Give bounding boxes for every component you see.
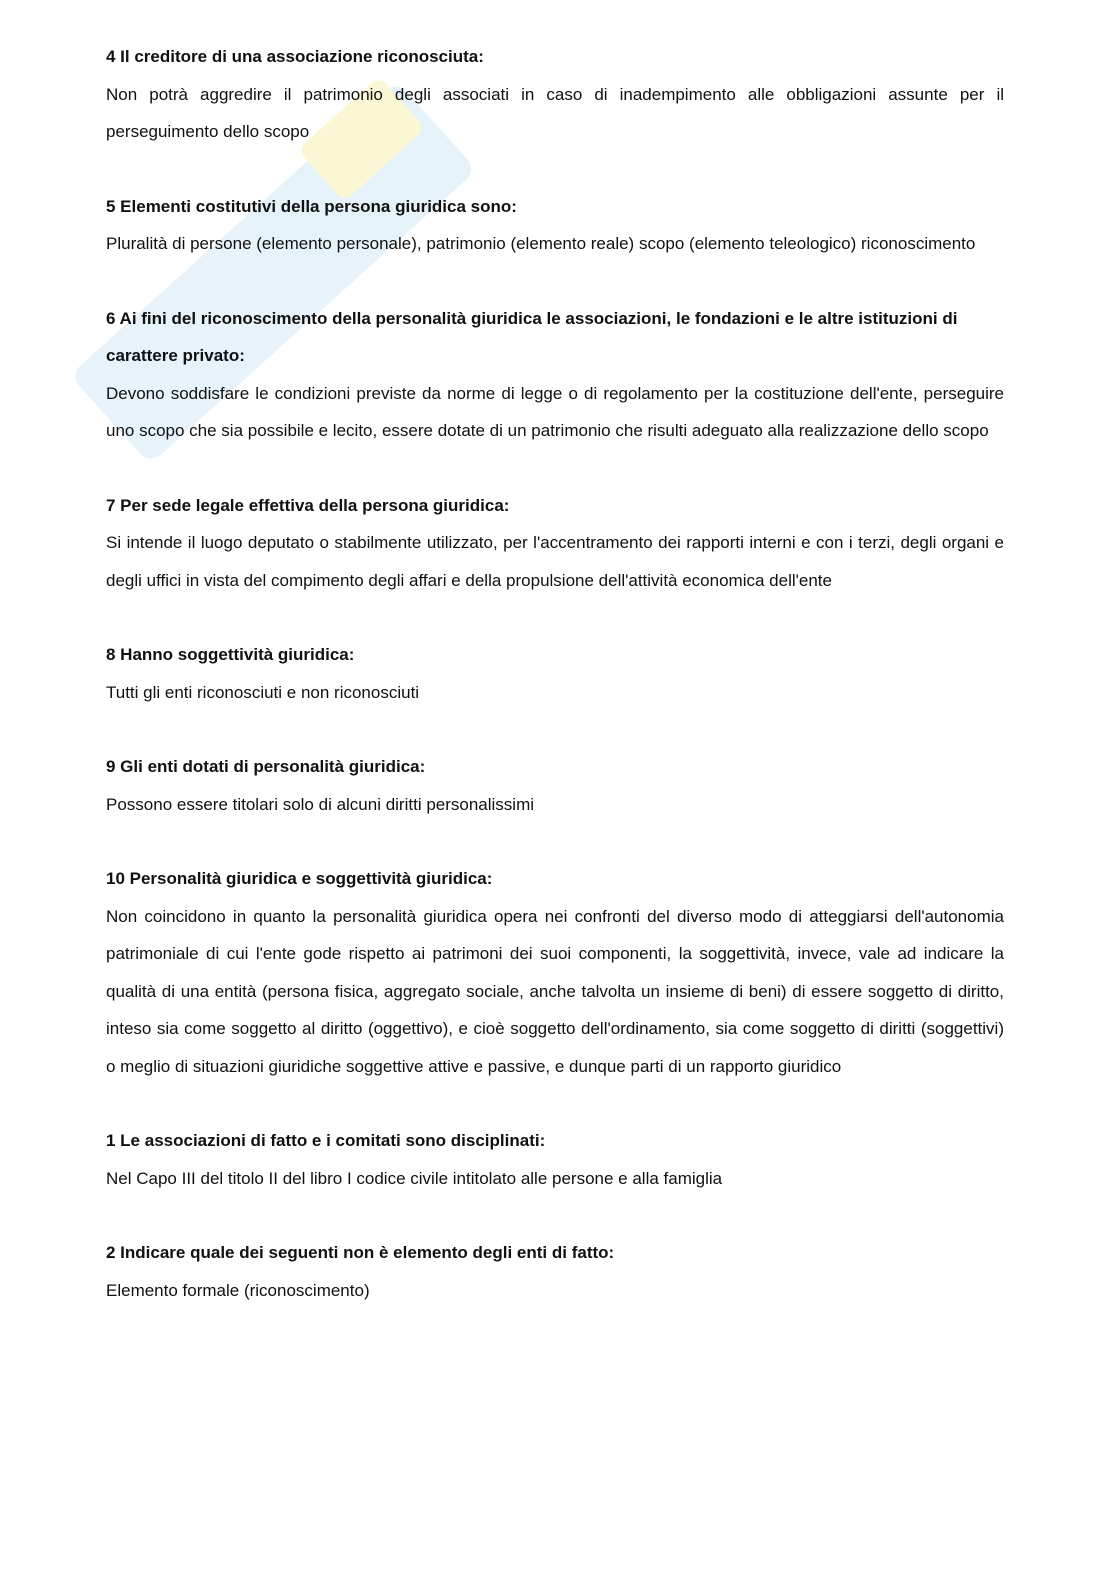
qa-item [106,1122,1004,1197]
answer-text: Si intende il luogo deputato o stabilmente utilizzato, per l'accentramento dei rapporti interni e con i terzi, degli organi e degli uffici in vista del compimento degli affari e della propulsione dell'attività economica dell'ente [106,533,1004,590]
answer-text: Non potrà aggredire il patrimonio degli associati in caso di inadempimento alle obbligazioni assunte per il perseguimento dello scopo [106,84,1004,141]
question-text: 2 Indicare quale dei seguenti non è elemento degli enti di fatto: [106,1243,615,1262]
answer-text: Nel Capo III del titolo II del libro I codice civile intitolato alle persone e alla famiglia [106,1168,723,1188]
qa-item [106,487,1004,600]
question-text: 4 Il creditore di una associazione riconosciuta: [106,47,484,66]
answer-text: Devono soddisfare le condizioni previste da norme di legge o di regolamento per la costituzione dell'ente, perseguire uno scopo che sia possibile e lecito, essere dotate di un patrimonio che risulti adeguato alla realizzazione dello scopo [106,383,1004,440]
qa-item [106,636,1004,711]
qa-item [106,1234,1004,1309]
qa-item [106,860,1004,1085]
question-text: 1 Le associazioni di fatto e i comitati sono disciplinati: [106,1131,546,1150]
answer-text: Non coincidono in quanto la personalità giuridica opera nei confronti del diverso modo di atteggiarsi dell'autonomia patrimoniale di cui l'ente gode rispetto ai patrimoni dei suoi componenti, la soggettività, invece, vale ad indicare la qualità di una entità (persona fisica, aggregato sociale, anche talvolta un insieme di beni) di essere soggetto di diritto, inteso sia come soggetto al diritto (oggettivo), e cioè soggetto dell'ordinamento, sia come soggetto di diritti (soggettivi) o meglio di situazioni giuridiche soggettive attive e passive, e dunque parti di un rapporto giuridico [106,906,1004,1076]
question-text: 8 Hanno soggettività giuridica: [106,645,355,664]
qa-item [106,748,1004,823]
question-text: 6 Ai fini del riconoscimento della personalità giuridica le associazioni, le fondazioni e le altre istituzioni di carattere privato: [106,308,958,365]
answer-text: Elemento formale (riconoscimento) [106,1280,370,1300]
qa-item [106,300,1004,450]
qa-item [106,188,1004,263]
question-text: 7 Per sede legale effettiva della persona giuridica: [106,495,510,515]
question-text: 5 Elementi costitutivi della persona giuridica sono: [106,196,517,216]
question-text: 9 Gli enti dotati di personalità giuridica: [106,757,426,776]
answer-text: Tutti gli enti riconosciuti e non riconosciuti [106,682,420,702]
answer-text: Pluralità di persone (elemento personale), patrimonio (elemento reale) scopo (elemento teleologico) riconoscimento [106,234,976,253]
question-text: 10 Personalità giuridica e soggettività giuridica: [106,869,493,888]
document-page [106,38,1004,1346]
qa-item [106,38,1004,151]
answer-text: Possono essere titolari solo di alcuni diritti personalissimi [106,794,535,814]
